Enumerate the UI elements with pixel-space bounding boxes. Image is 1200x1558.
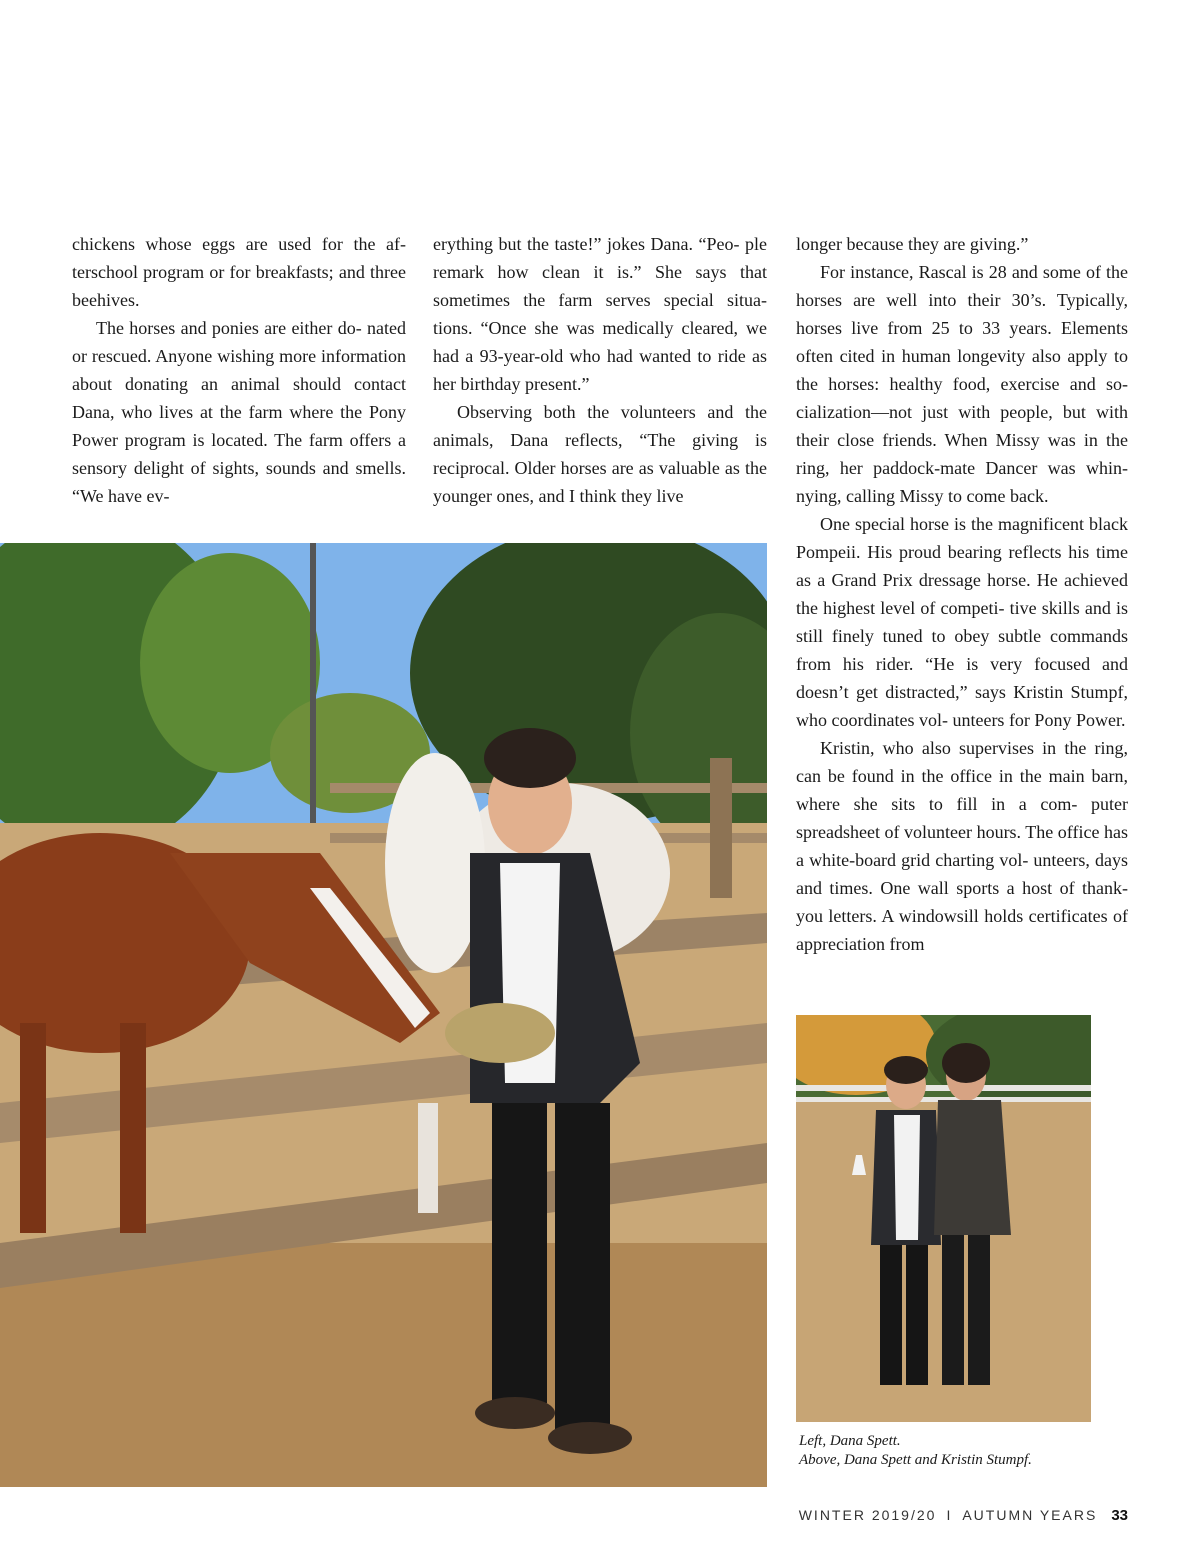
caption-line: Left, Dana Spett. bbox=[799, 1433, 901, 1449]
paragraph: erything but the taste!” jokes Dana. “Peo- ple remark how clean it is.” She says that sometimes the farm serves special situa- tions. “Once she was medically cleared, we had a 93-year-old who had wanted to ride as her birthday present.” bbox=[433, 234, 767, 394]
paragraph: The horses and ponies are either do- nated or rescued. Anyone wishing more information about donating an animal should contact Dana, who lives at the farm where the Pony Power program is located. The farm offers a sensory delight of sights, sounds and smells. “We have ev- bbox=[72, 318, 406, 506]
page-number: 33 bbox=[1111, 1507, 1128, 1524]
paragraph: Observing both the volunteers and the animals, Dana reflects, “The giving is reciprocal. Older horses are as valuable as the younger ones, and I think they live bbox=[433, 402, 767, 506]
magazine-name: AUTUMN YEARS bbox=[962, 1507, 1098, 1523]
issue-label: WINTER 2019/20 bbox=[798, 1507, 937, 1523]
page-footer bbox=[799, 1507, 1128, 1524]
paragraph: chickens whose eggs are used for the af- terschool program or for breakfasts; and three beehives. bbox=[72, 234, 406, 310]
article-column-1 bbox=[72, 230, 406, 510]
photo-illustration bbox=[796, 1015, 1091, 1422]
photo-dana-spett-with-horses bbox=[0, 543, 767, 1487]
paragraph: longer because they are giving.” bbox=[796, 234, 1029, 254]
caption-line: Above, Dana Spett and Kristin Stumpf. bbox=[799, 1452, 1032, 1468]
photo-dana-and-kristin bbox=[796, 1015, 1091, 1422]
photo-caption bbox=[799, 1432, 1119, 1470]
article-column-2 bbox=[433, 230, 767, 510]
footer-separator: I bbox=[946, 1507, 953, 1523]
paragraph: Kristin, who also supervises in the ring, can be found in the office in the main barn, where she sits to fill in a com- puter spreadsheet of volunteer hours. The office has a white-board grid charting vol- unteers, days and times. One wall sports a host of thank-you letters. A windowsill holds certificates of appreciation from bbox=[796, 738, 1128, 954]
paragraph: One special horse is the magnificent black Pompeii. His proud bearing reflects his time as a Grand Prix dressage horse. He achieved the highest level of competi- tive skills and is still finely tuned to obey subtle commands from his rider. “He is very focused and doesn’t get distracted,” says Kristin Stumpf, who coordinates vol- unteers for Pony Power. bbox=[796, 514, 1128, 730]
photo-illustration bbox=[0, 543, 767, 1487]
paragraph: For instance, Rascal is 28 and some of the horses are well into their 30’s. Typically, horses live from 25 to 33 years. Elements often cited in human longevity also apply to the horses: healthy food, exercise and so- cialization—not just with people, but with their close friends. When Missy was in the ring, her paddock-mate Dancer was whin- nying, calling Missy to come back. bbox=[796, 262, 1128, 506]
article-column-3 bbox=[796, 230, 1128, 958]
